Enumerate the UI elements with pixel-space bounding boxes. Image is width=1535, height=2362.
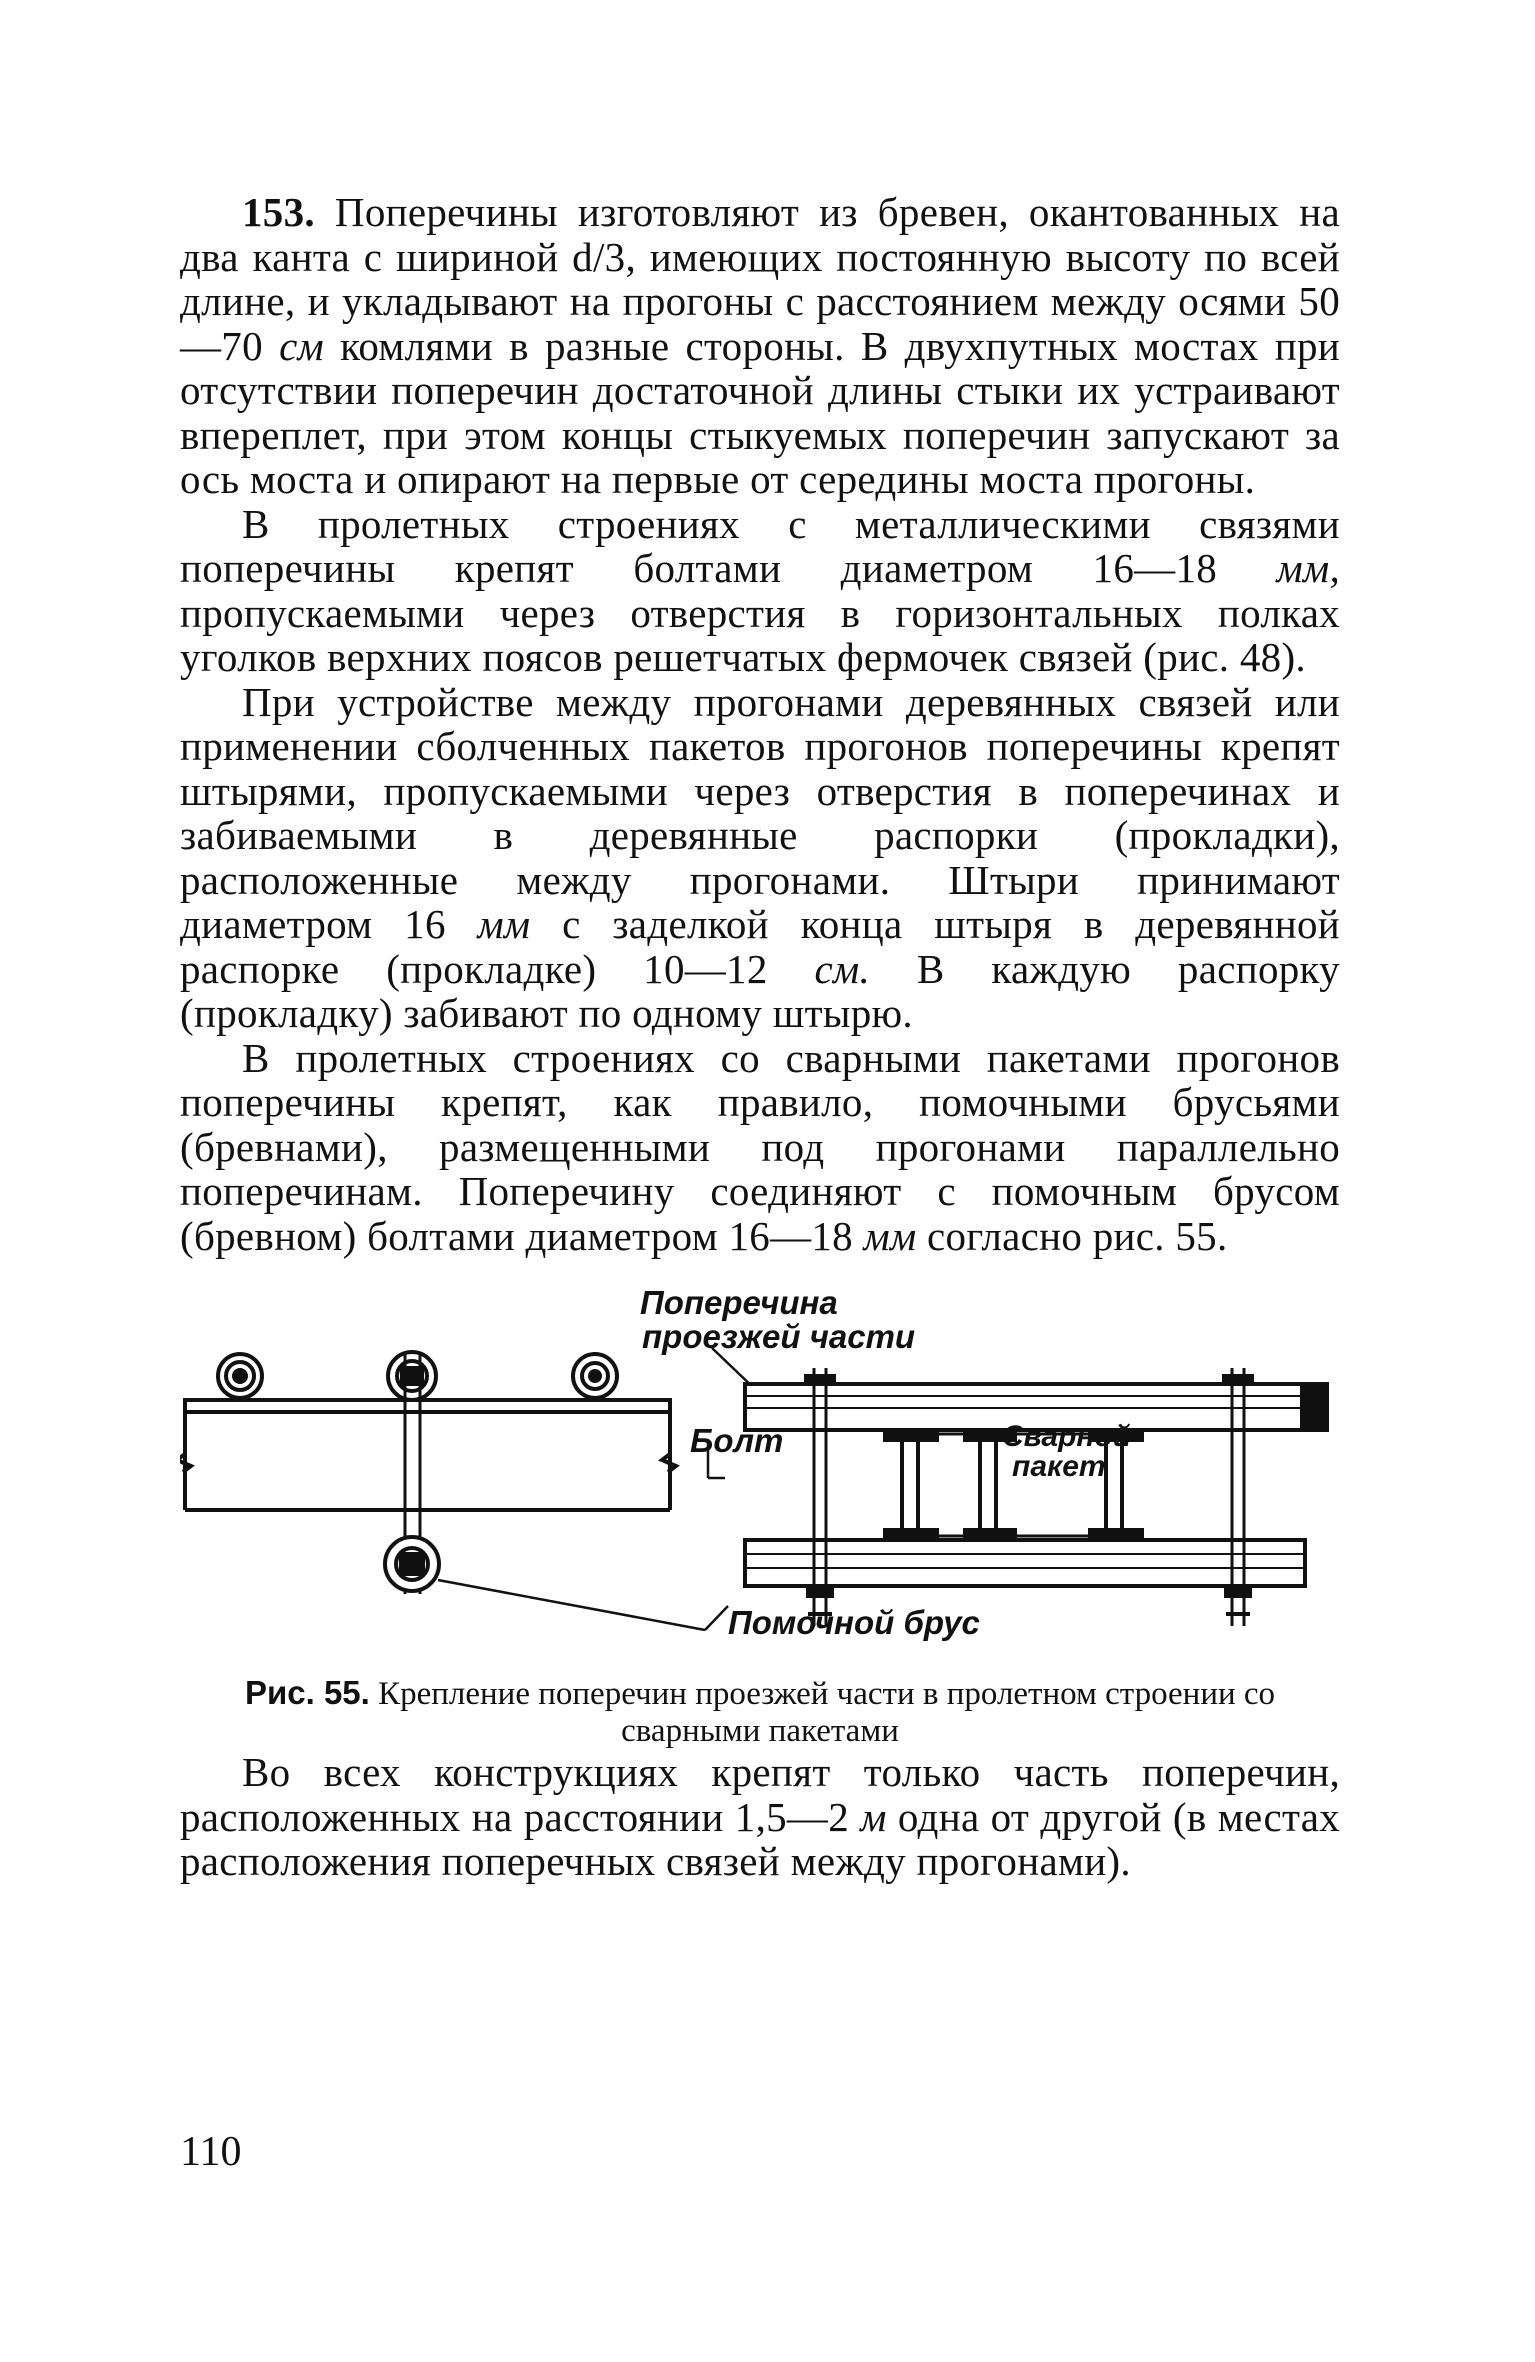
- log-section-lower: [385, 1537, 439, 1591]
- page-number: 110: [180, 2129, 242, 2175]
- caption-text: Крепление поперечин проезжей части в пролетном строении со сварными пакетами: [369, 1676, 1276, 1749]
- caption-prefix: Рис. 55.: [244, 1674, 370, 1711]
- paragraph-metal-ties: В пролетных строениях с металлическими связями поперечины крепят болтами диаметром 16—18 мм, пропускаемыми через отверстия в горизонтальных полках уголков верхних поясов решетчатых фермочек связей (рис. 48).: [180, 500, 1340, 680]
- front-view: [745, 1368, 1327, 1626]
- page-body: [180, 190, 1340, 1884]
- side-view: [180, 1352, 676, 1594]
- figure-55: [180, 1284, 1340, 1654]
- label-welded-line2: пакет: [1012, 1450, 1106, 1483]
- label-crossbeam-line1: Поперечина: [640, 1284, 838, 1321]
- paragraph-153: 153. Поперечины изготовляют из бревен, окантованных на два канта с шириной d/3, имеющих постоянную высоту по всей длине, и укладывают на прогоны с расстоянием между осями 50—70 см комлями в разные стороны. В двухпутных мостах при отсутствии поперечин достаточной длины стыки их устраивают вперeплет, при этом концы стыкуемых поперечин запускают за ось моста и опирают на первые от середины моста прогоны.: [180, 189, 1340, 502]
- log-section-3: [573, 1354, 617, 1398]
- section-number: 153.: [242, 189, 315, 235]
- label-crossbeam-line2: проезжей части: [642, 1318, 916, 1355]
- paragraph-partial-fastening: Во всех конструкциях крепят только часть поперечин, расположенных на расстоянии 1,5—2 м одна от другой (в местах расположения поперечных связей между прогонами).: [180, 1749, 1340, 1884]
- label-bolt: Болт: [690, 1422, 784, 1459]
- paragraph-welded-packets: В пролетных строениях со сварными пакетами прогонов поперечины крепят, как правило, помочными брусьями (бревнами), размещенными под прогонами параллельно поперечинам. Поперечину соединяют с помочным брусом (бревном) болтами диаметром 16—18 мм согласно рис. 55.: [180, 1034, 1340, 1259]
- log-section-1: [218, 1354, 262, 1398]
- figure-caption: [180, 1674, 1340, 1750]
- label-welded-line1: Сварной: [1002, 1420, 1132, 1453]
- log-section-2: [388, 1352, 436, 1400]
- label-auxiliary-beam: Помочной брус: [728, 1604, 980, 1641]
- paragraph-wooden-ties: При устройстве между прогонами деревянных связей или применении сболченных пакетов прогонов поперечины крепят штырями, пропускаемыми через отверстия в поперечинах и забиваемыми в деревянные распорки (прокладки), расположенные между прогонами. Штыри принимают диаметром 16 мм с заделкой конца штыря в деревянной распорке (прокладке) 10—12 см. В каждую распорку (прокладку) забивают по одному штырю.: [180, 678, 1340, 1036]
